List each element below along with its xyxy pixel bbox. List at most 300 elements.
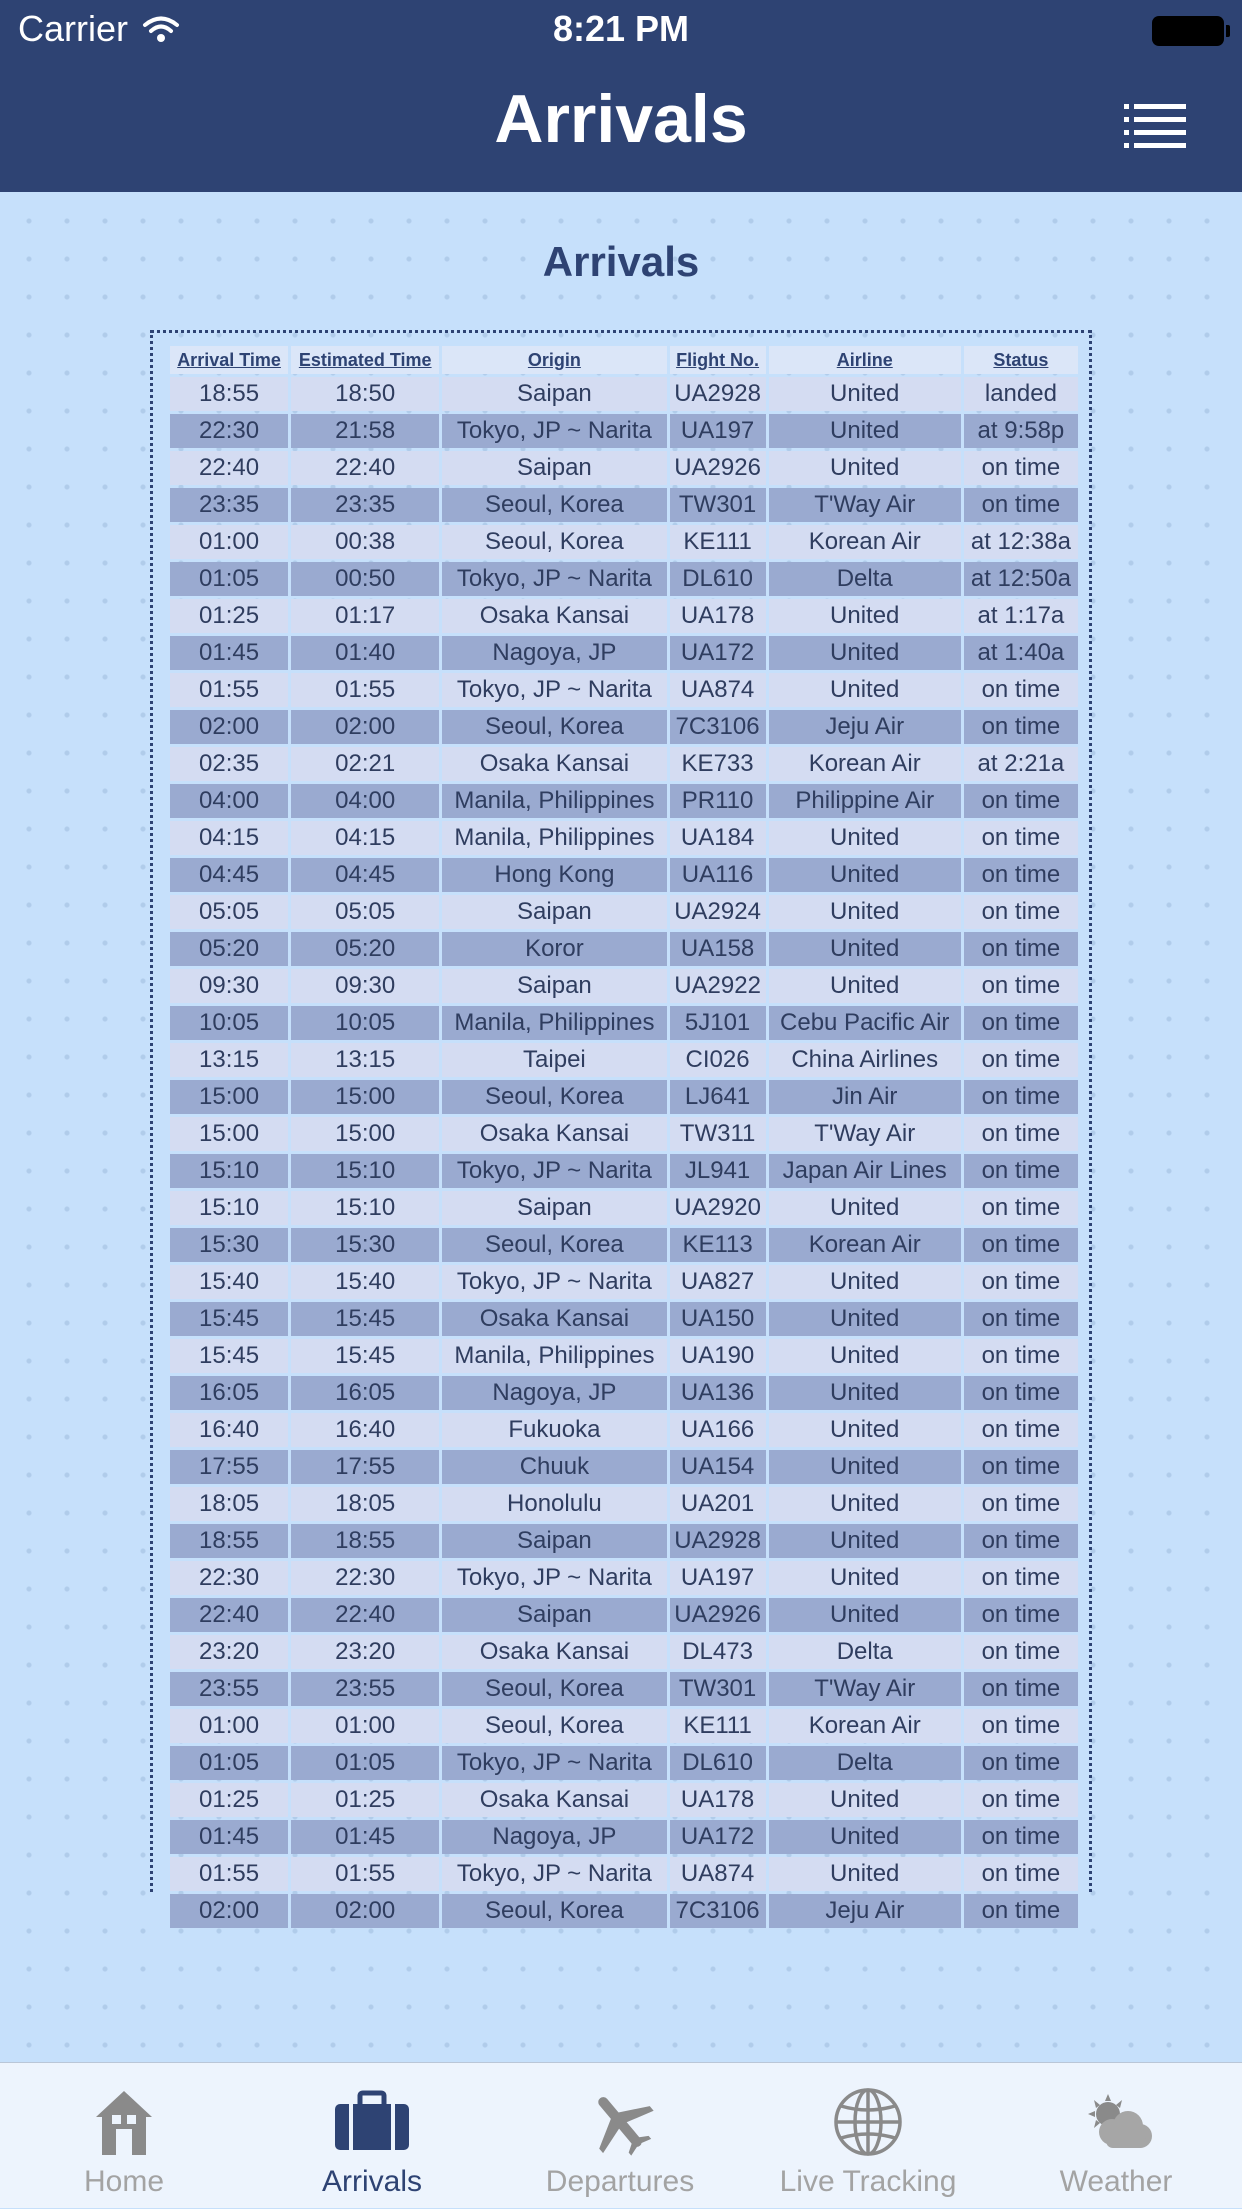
table-cell: 02:21 [291,747,439,781]
table-cell: on time [964,1154,1078,1188]
table-cell: 01:55 [291,673,439,707]
table-cell: 22:40 [291,451,439,485]
table-cell: 22:30 [291,1561,439,1595]
table-cell: Saipan [442,1191,666,1225]
table-cell: 01:25 [170,1783,288,1817]
table-row [170,1265,1078,1299]
table-body [170,377,1078,1928]
table-cell: Manila, Philippines [442,784,666,818]
table-row [170,1672,1078,1706]
table-cell: KE113 [670,1228,766,1262]
arrivals-table-frame[interactable] [150,330,1092,1924]
table-row [170,858,1078,892]
table-cell: on time [964,1709,1078,1743]
table-cell: DL610 [670,1746,766,1780]
table-cell: 23:55 [170,1672,288,1706]
table-row [170,1117,1078,1151]
table-cell: Tokyo, JP ~ Narita [442,1265,666,1299]
table-cell: UA2920 [670,1191,766,1225]
table-cell: 01:45 [170,1820,288,1854]
table-cell: 22:30 [170,414,288,448]
column-header: Arrival Time [170,346,288,374]
column-header: Airline [769,346,961,374]
table-row [170,1339,1078,1373]
table-cell: Fukuoka [442,1413,666,1447]
table-cell: 15:40 [291,1265,439,1299]
list-icon[interactable] [1124,102,1186,148]
table-cell: on time [964,1302,1078,1336]
table-cell: 09:30 [170,969,288,1003]
table-cell: 15:00 [291,1080,439,1114]
table-cell: 23:35 [291,488,439,522]
table-cell: Philippine Air [769,784,961,818]
table-cell: UA197 [670,1561,766,1595]
table-cell: 01:00 [170,1709,288,1743]
table-cell: 23:55 [291,1672,439,1706]
table-cell: United [769,821,961,855]
table-cell: Manila, Philippines [442,821,666,855]
table-cell: 16:40 [170,1413,288,1447]
column-header: Estimated Time [291,346,439,374]
table-row [170,1561,1078,1595]
table-cell: United [769,895,961,929]
table-cell: on time [964,1413,1078,1447]
table-cell: 13:15 [291,1043,439,1077]
table-cell: landed [964,377,1078,411]
table-cell: United [769,1524,961,1558]
table-cell: 05:05 [170,895,288,929]
table-row [170,636,1078,670]
table-cell: KE733 [670,747,766,781]
table-cell: 15:40 [170,1265,288,1299]
table-header-row [170,346,1078,374]
table-cell: UA184 [670,821,766,855]
table-cell: United [769,858,961,892]
table-cell: Seoul, Korea [442,1080,666,1114]
table-row [170,1894,1078,1928]
table-cell: 23:20 [291,1635,439,1669]
suitcase-icon [322,2085,422,2159]
table-cell: United [769,1265,961,1299]
table-row [170,1376,1078,1410]
table-cell: UA874 [670,673,766,707]
table-cell: on time [964,1672,1078,1706]
table-cell: 01:55 [170,1857,288,1891]
table-cell: on time [964,1894,1078,1928]
table-cell: Manila, Philippines [442,1339,666,1373]
table-cell: UA2924 [670,895,766,929]
table-cell: KE111 [670,1709,766,1743]
table-cell: Japan Air Lines [769,1154,961,1188]
table-cell: on time [964,1080,1078,1114]
table-row [170,451,1078,485]
table-cell: 15:10 [170,1191,288,1225]
table-cell: United [769,451,961,485]
table-cell: on time [964,1117,1078,1151]
table-row [170,747,1078,781]
table-cell: 22:30 [170,1561,288,1595]
table-cell: on time [964,673,1078,707]
table-row [170,1043,1078,1077]
tab-live-tracking[interactable] [744,2063,992,2209]
table-cell: 5J101 [670,1006,766,1040]
page-heading: Arrivals [542,238,700,285]
table-row [170,1746,1078,1780]
table-cell: on time [964,1265,1078,1299]
column-header: Flight No. [670,346,766,374]
table-cell: Seoul, Korea [442,1894,666,1928]
tab-home[interactable] [0,2063,248,2209]
table-cell: JL941 [670,1154,766,1188]
table-cell: on time [964,1561,1078,1595]
table-cell: United [769,599,961,633]
table-cell: 15:10 [170,1154,288,1188]
status-bar [0,0,1242,60]
table-cell: UA172 [670,1820,766,1854]
table-cell: on time [964,488,1078,522]
table-cell: TW311 [670,1117,766,1151]
table-cell: on time [964,1857,1078,1891]
table-cell: Seoul, Korea [442,488,666,522]
table-cell: 15:00 [170,1080,288,1114]
table-cell: 15:45 [170,1339,288,1373]
table-cell: 02:00 [291,1894,439,1928]
table-cell: Cebu Pacific Air [769,1006,961,1040]
table-cell: on time [964,1524,1078,1558]
table-cell: Saipan [442,377,666,411]
table-cell: Jeju Air [769,1894,961,1928]
table-cell: Nagoya, JP [442,1820,666,1854]
table-cell: on time [964,1598,1078,1632]
tab-departures[interactable] [496,2063,744,2209]
table-row [170,969,1078,1003]
table-cell: at 12:50a [964,562,1078,596]
tab-label: Departures [545,2165,695,2198]
house-icon [74,2085,174,2159]
table-cell: at 1:40a [964,636,1078,670]
tab-label: Arrivals [321,2165,422,2198]
table-cell: 04:00 [291,784,439,818]
table-cell: at 12:38a [964,525,1078,559]
table-cell: CI026 [670,1043,766,1077]
table-cell: 23:35 [170,488,288,522]
table-cell: Osaka Kansai [442,1117,666,1151]
table-cell: 18:55 [170,377,288,411]
table-cell: T'Way Air [769,1672,961,1706]
table-cell: 23:20 [170,1635,288,1669]
table-cell: on time [964,1043,1078,1077]
table-cell: 01:00 [291,1709,439,1743]
table-cell: on time [964,1820,1078,1854]
nav-header [0,0,1242,192]
table-cell: 00:38 [291,525,439,559]
table-cell: Korean Air [769,747,961,781]
table-cell: 22:40 [170,1598,288,1632]
table-cell: 18:05 [170,1487,288,1521]
table-cell: on time [964,1006,1078,1040]
table-cell: United [769,1783,961,1817]
table-row [170,414,1078,448]
table-cell: United [769,1598,961,1632]
table-row [170,821,1078,855]
table-cell: PR110 [670,784,766,818]
table-cell: on time [964,1746,1078,1780]
weather-cloud-icon [1066,2085,1166,2159]
table-row [170,1820,1078,1854]
table-cell: 22:40 [291,1598,439,1632]
table-cell: Korean Air [769,1228,961,1262]
table-cell: Seoul, Korea [442,710,666,744]
table-cell: 01:25 [170,599,288,633]
table-cell: Tokyo, JP ~ Narita [442,562,666,596]
table-row [170,1450,1078,1484]
table-cell: Osaka Kansai [442,599,666,633]
table-cell: 15:45 [291,1302,439,1336]
table-cell: on time [964,1450,1078,1484]
table-cell: 17:55 [170,1450,288,1484]
table-cell: Seoul, Korea [442,525,666,559]
table-cell: Osaka Kansai [442,1302,666,1336]
table-cell: 04:45 [291,858,439,892]
table-row [170,932,1078,966]
table-cell: 02:00 [170,710,288,744]
table-cell: 21:58 [291,414,439,448]
tab-label: Home [83,2165,165,2198]
table-cell: United [769,1487,961,1521]
table-cell: 18:55 [170,1524,288,1558]
globe-icon [818,2085,918,2159]
table-cell: 05:20 [291,932,439,966]
table-cell: 15:10 [291,1191,439,1225]
table-cell: DL473 [670,1635,766,1669]
table-cell: on time [964,1376,1078,1410]
table-cell: UA2926 [670,451,766,485]
table-cell: Delta [769,1746,961,1780]
table-cell: Seoul, Korea [442,1672,666,1706]
table-cell: Jeju Air [769,710,961,744]
tab-weather[interactable] [992,2063,1240,2209]
table-cell: 18:05 [291,1487,439,1521]
content-area[interactable] [0,192,1242,2062]
table-cell: 16:05 [291,1376,439,1410]
table-cell: 15:45 [291,1339,439,1373]
column-header: Origin [442,346,666,374]
table-cell: UA172 [670,636,766,670]
table-row [170,599,1078,633]
table-cell: China Airlines [769,1043,961,1077]
table-row [170,1080,1078,1114]
table-cell: Tokyo, JP ~ Narita [442,414,666,448]
table-row [170,1228,1078,1262]
table-row [170,1154,1078,1188]
table-row [170,1635,1078,1669]
table-cell: Saipan [442,451,666,485]
table-cell: 01:55 [291,1857,439,1891]
table-row [170,1006,1078,1040]
tab-label: Live Tracking [779,2165,957,2198]
table-row [170,1413,1078,1447]
table-row [170,710,1078,744]
table-row [170,562,1078,596]
table-cell: United [769,932,961,966]
table-cell: on time [964,1783,1078,1817]
table-cell: United [769,1857,961,1891]
table-cell: on time [964,784,1078,818]
table-cell: 01:17 [291,599,439,633]
table-cell: UA2928 [670,1524,766,1558]
tab-arrivals[interactable] [248,2063,496,2209]
table-cell: 01:05 [170,562,288,596]
table-cell: United [769,1302,961,1336]
table-cell: on time [964,895,1078,929]
table-row [170,1524,1078,1558]
table-cell: Korean Air [769,525,961,559]
table-cell: UA136 [670,1376,766,1410]
status-time: 8:21 PM [552,8,690,49]
table-cell: on time [964,1635,1078,1669]
table-cell: 04:00 [170,784,288,818]
table-cell: 01:00 [170,525,288,559]
table-cell: United [769,1413,961,1447]
table-cell: Tokyo, JP ~ Narita [442,1561,666,1595]
table-row [170,1709,1078,1743]
table-cell: 16:40 [291,1413,439,1447]
table-cell: 22:40 [170,451,288,485]
table-cell: UA178 [670,599,766,633]
table-cell: 18:50 [291,377,439,411]
table-cell: on time [964,821,1078,855]
table-cell: Honolulu [442,1487,666,1521]
table-cell: 18:55 [291,1524,439,1558]
table-cell: on time [964,451,1078,485]
table-cell: Hong Kong [442,858,666,892]
table-cell: Jin Air [769,1080,961,1114]
table-cell: at 9:58p [964,414,1078,448]
table-row [170,1191,1078,1225]
table-cell: 05:05 [291,895,439,929]
table-cell: Tokyo, JP ~ Narita [442,673,666,707]
table-cell: TW301 [670,1672,766,1706]
tab-bar [0,2062,1242,2208]
table-cell: Tokyo, JP ~ Narita [442,1746,666,1780]
table-cell: on time [964,710,1078,744]
column-header: Status [964,346,1078,374]
table-cell: United [769,414,961,448]
table-cell: on time [964,969,1078,1003]
table-cell: 01:45 [291,1820,439,1854]
table-cell: 04:15 [170,821,288,855]
table-cell: Koror [442,932,666,966]
table-cell: Delta [769,562,961,596]
table-cell: Nagoya, JP [442,1376,666,1410]
battery-icon [1152,16,1224,46]
table-cell: 10:05 [170,1006,288,1040]
table-cell: Saipan [442,895,666,929]
table-cell: 01:05 [291,1746,439,1780]
table-cell: UA2928 [670,377,766,411]
table-row [170,895,1078,929]
table-cell: 15:00 [170,1117,288,1151]
table-row [170,488,1078,522]
tab-label: Weather [1059,2165,1173,2198]
table-cell: T'Way Air [769,488,961,522]
table-cell: 04:15 [291,821,439,855]
arrivals-table [167,343,1081,1931]
table-cell: Nagoya, JP [442,636,666,670]
table-row [170,1857,1078,1891]
table-row [170,784,1078,818]
table-cell: United [769,1376,961,1410]
table-cell: 15:00 [291,1117,439,1151]
table-cell: UA158 [670,932,766,966]
table-cell: LJ641 [670,1080,766,1114]
airplane-icon [570,2085,670,2159]
table-cell: United [769,1561,961,1595]
table-cell: 13:15 [170,1043,288,1077]
table-cell: 7C3106 [670,1894,766,1928]
table-cell: 01:40 [291,636,439,670]
table-cell: UA190 [670,1339,766,1373]
table-cell: 15:10 [291,1154,439,1188]
table-row [170,1598,1078,1632]
table-cell: UA2926 [670,1598,766,1632]
table-row [170,1487,1078,1521]
table-row [170,1302,1078,1336]
table-cell: Osaka Kansai [442,747,666,781]
table-cell: UA178 [670,1783,766,1817]
table-cell: UA197 [670,414,766,448]
table-cell: 02:00 [291,710,439,744]
table-cell: United [769,1450,961,1484]
table-cell: at 2:21a [964,747,1078,781]
table-cell: UA116 [670,858,766,892]
table-cell: UA154 [670,1450,766,1484]
carrier-label: Carrier [18,8,129,49]
table-cell: Seoul, Korea [442,1228,666,1262]
table-cell: 01:05 [170,1746,288,1780]
table-cell: 15:30 [170,1228,288,1262]
table-cell: on time [964,1487,1078,1521]
table-cell: Saipan [442,1598,666,1632]
table-cell: 15:45 [170,1302,288,1336]
table-cell: Manila, Philippines [442,1006,666,1040]
table-cell: Saipan [442,1524,666,1558]
table-row [170,673,1078,707]
table-cell: DL610 [670,562,766,596]
table-cell: United [769,1339,961,1373]
table-cell: United [769,1191,961,1225]
table-cell: United [769,673,961,707]
table-cell: on time [964,858,1078,892]
table-cell: UA874 [670,1857,766,1891]
table-cell: Delta [769,1635,961,1669]
table-cell: 16:05 [170,1376,288,1410]
table-cell: Taipei [442,1043,666,1077]
table-cell: KE111 [670,525,766,559]
table-cell: T'Way Air [769,1117,961,1151]
table-cell: 02:35 [170,747,288,781]
table-row [170,377,1078,411]
table-cell: 01:45 [170,636,288,670]
table-cell: United [769,969,961,1003]
table-cell: at 1:17a [964,599,1078,633]
table-cell: 04:45 [170,858,288,892]
table-cell: 01:55 [170,673,288,707]
page-title: Arrivals [494,81,748,157]
table-cell: Korean Air [769,1709,961,1743]
table-row [170,525,1078,559]
table-cell: on time [964,1339,1078,1373]
